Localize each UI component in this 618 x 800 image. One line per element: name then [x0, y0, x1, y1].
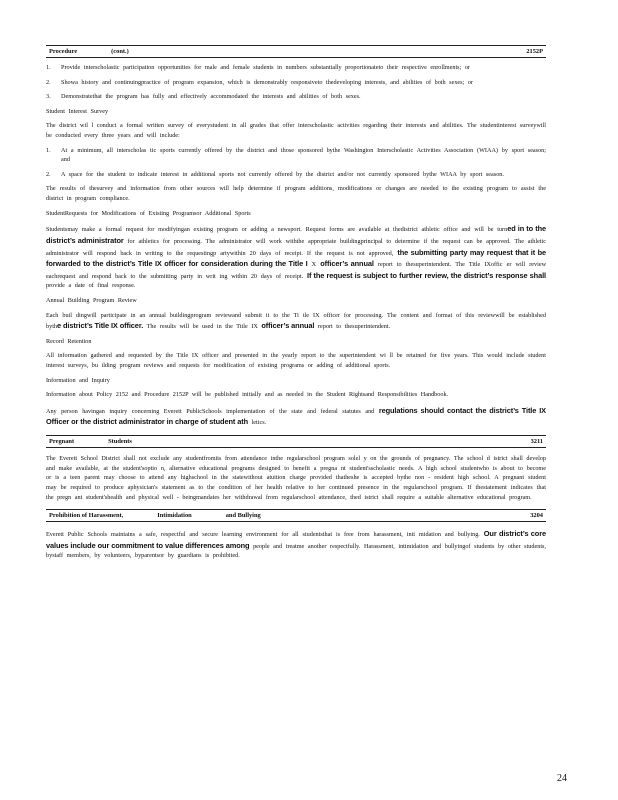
pregnant-header-label: Pregnant [49, 438, 75, 446]
text-run-bold: e district’s Title IX officer. [57, 321, 144, 331]
review-heading: Annual Building Program Review [46, 296, 137, 304]
text-run: letics. [251, 419, 267, 427]
text-run: for athletics for processing. The administrator will work withthe appropriate buildingprincipal to determine if the request can be approved. The athletic administrator will respond back in writing to the requestingp artywithin 20 days of receipt. If the request is not approved, [46, 237, 546, 257]
text-run: provide a date of final response. [46, 282, 136, 290]
procedure-code: 2152P [526, 48, 543, 55]
text-run: report to thesuperintendent. The Title IXoffic er will review eachrequest and respond back to the submitting party in writ ing within 20 days of receipt. [46, 261, 547, 280]
pregnant-paragraph: The Everett School District shall not exclude any studentfromits from attendance inthe regularschool program solel y on the grounds of pregnancy. The school d istrict shall develop and make available, at the student'soptio n, alternative educational programs designed to benefit a pregna nt student'sscholastic needs. A high school studentwho is about to become or is a teen parent may choose to attend any highschool in the statewithout atuition charge provided thatheshe is accepted bythe non - resident high school. A pregnant student may be required to produce aphysician's statement as to the condition of her health relative to her continued presence in the regularschool program. If thestatement indicates that the pregn ant student'shealth and physical well - beingmandates her withdrawal from regularschool attendance, thed istrict shall require a suitable alternative educational program. [46, 455, 546, 501]
text-run-bold: officer’s annual [261, 321, 315, 331]
harassment-header-label: Prohibition of Harassment, [49, 512, 124, 520]
document-page [46, 45, 546, 561]
requests-paragraph [46, 223, 546, 291]
text-run-bold: ed in to the district’s administrator [46, 224, 547, 245]
procedure-header [46, 45, 546, 58]
procedure-item-1 [46, 63, 546, 73]
list-text: At a minimum, all interscholas tic sports currently offered by the district and those sponsored bythe Washington Interscholastic Activities Association (WIAA) by sport season; and [61, 146, 546, 164]
survey-results-paragraph: The results of thesurvey and information from other sources will help determine if program additions, modifications or changes are needed to the existing program to assist the district in program compliance. [46, 185, 546, 203]
text-run: report to thesuperintendent. [317, 323, 391, 331]
harassment-header [46, 509, 546, 522]
text-run-bold: regulations should contact the district’s Title IX Officer or the district administrator in charge of student ath [46, 405, 546, 427]
text-run: Studentsmay make a formal request for modifyingan existing program or adding a newsport. Request forms are available at thedistrict athletic office and will be turn [46, 226, 508, 234]
text-run: Everett Public Schools maintains a safe, respectful and secure learning environment for all studentsthat is free from harassment, inti midation and bullying. [46, 531, 480, 539]
text-run: people and treatme another respectfully. Harassment, intimidation and bullyingof students by other students, bystaff members, by volunteers, byparentsor by guardians is prohibited. [46, 542, 546, 560]
info-paragraph: Information about Policy 2152 and Procedure 2152P will be published initially and as needed in the Student Rightsand Responsibilities Handbook. [46, 391, 449, 399]
pregnant-header [46, 435, 546, 448]
procedure-header-cont: (cont.) [111, 48, 129, 55]
harassment-paragraph [46, 528, 546, 561]
survey-item-2 [46, 170, 546, 180]
survey-heading: Student Interest Survey [46, 107, 109, 115]
list-text: Demonstratethat the program has fully and effectively accommodated the interests and abilities of both sexes. [61, 93, 361, 101]
record-heading: Record Retention [46, 337, 92, 345]
pregnant-header-title [49, 438, 132, 445]
info-heading: Information and Inquiry [46, 376, 110, 384]
harassment-header-label-2: Intimidation [157, 512, 192, 520]
list-text: A space for the student to indicate interest in additional sports not currently offered by the district and/or not currently sponsored bythe WIAA by sport season. [61, 170, 504, 178]
review-paragraph [46, 311, 546, 332]
text-run-bold: If the request is subject to further review, the district’s response shall [307, 270, 546, 280]
harassment-code: 3204 [530, 512, 543, 520]
requests-heading: StudentRequests for Modifications of Existing Programsor Additional Sports [46, 209, 251, 217]
procedure-item-2 [46, 78, 546, 88]
text-run: X [311, 261, 317, 269]
harassment-header-title [49, 512, 261, 519]
text-run-bold: the submitting party may request that it be forwarded to the district’s Title IX officer for consideration during the Title I [46, 247, 546, 269]
text-run-bold: officer’s annual [320, 259, 374, 269]
list-number: 2. [46, 170, 51, 178]
harassment-header-label-3: and Bullying [225, 512, 261, 520]
procedure-header-label: Procedure [49, 48, 78, 55]
text-run-bold: Our district’s core values include our commitment to value differences among [46, 529, 546, 550]
text-run: Each buil dingwill participate in an annual buildingprogram reviewand submit it to the Ti tle IX officer for processing. The content and format of this reviewwill be established byth [46, 311, 546, 331]
list-number: 1. [46, 146, 51, 154]
inquiry-paragraph [46, 405, 546, 428]
pregnant-header-label-2: Students [108, 438, 132, 446]
list-number: 2. [46, 78, 51, 86]
list-number: 3. [46, 93, 51, 101]
list-number: 1. [46, 64, 51, 71]
survey-paragraph: The district wil l conduct a formal written survey of everystudent in all grades that offer interscholastic activities regarding their interests and abilities. The studentinterest surveywill be conducted every three years and will include: [46, 122, 546, 140]
page-number: 24 [557, 773, 567, 784]
procedure-header-title [49, 48, 129, 55]
survey-item-1 [46, 146, 546, 165]
text-run: Any person havingan inquiry concerning Everett PublicSchools implementation of the state and federal statutes and [46, 407, 375, 415]
pregnant-code: 3211 [530, 438, 543, 446]
list-text: Provide interscholastic participation opportunities for male and female students in numbers substantially proportionateto their respective enrollments; or [61, 64, 470, 71]
list-text: Showa history and continuingpractice of program expansion, which is demonstrably responsiveto thedeveloping interests, and abilities of both sexes; or [61, 78, 473, 86]
procedure-item-3 [46, 92, 546, 102]
record-paragraph: All information gathered and requested by the Title IX officer and presented in the yearly report to the superintendent wi ll be retained for five years. This would include student interest surveys, bu ilding program reviews and requests for modification of existing programs or adding of additional sports. [46, 352, 546, 370]
text-run: The results will be used in the Title IX [146, 323, 258, 331]
